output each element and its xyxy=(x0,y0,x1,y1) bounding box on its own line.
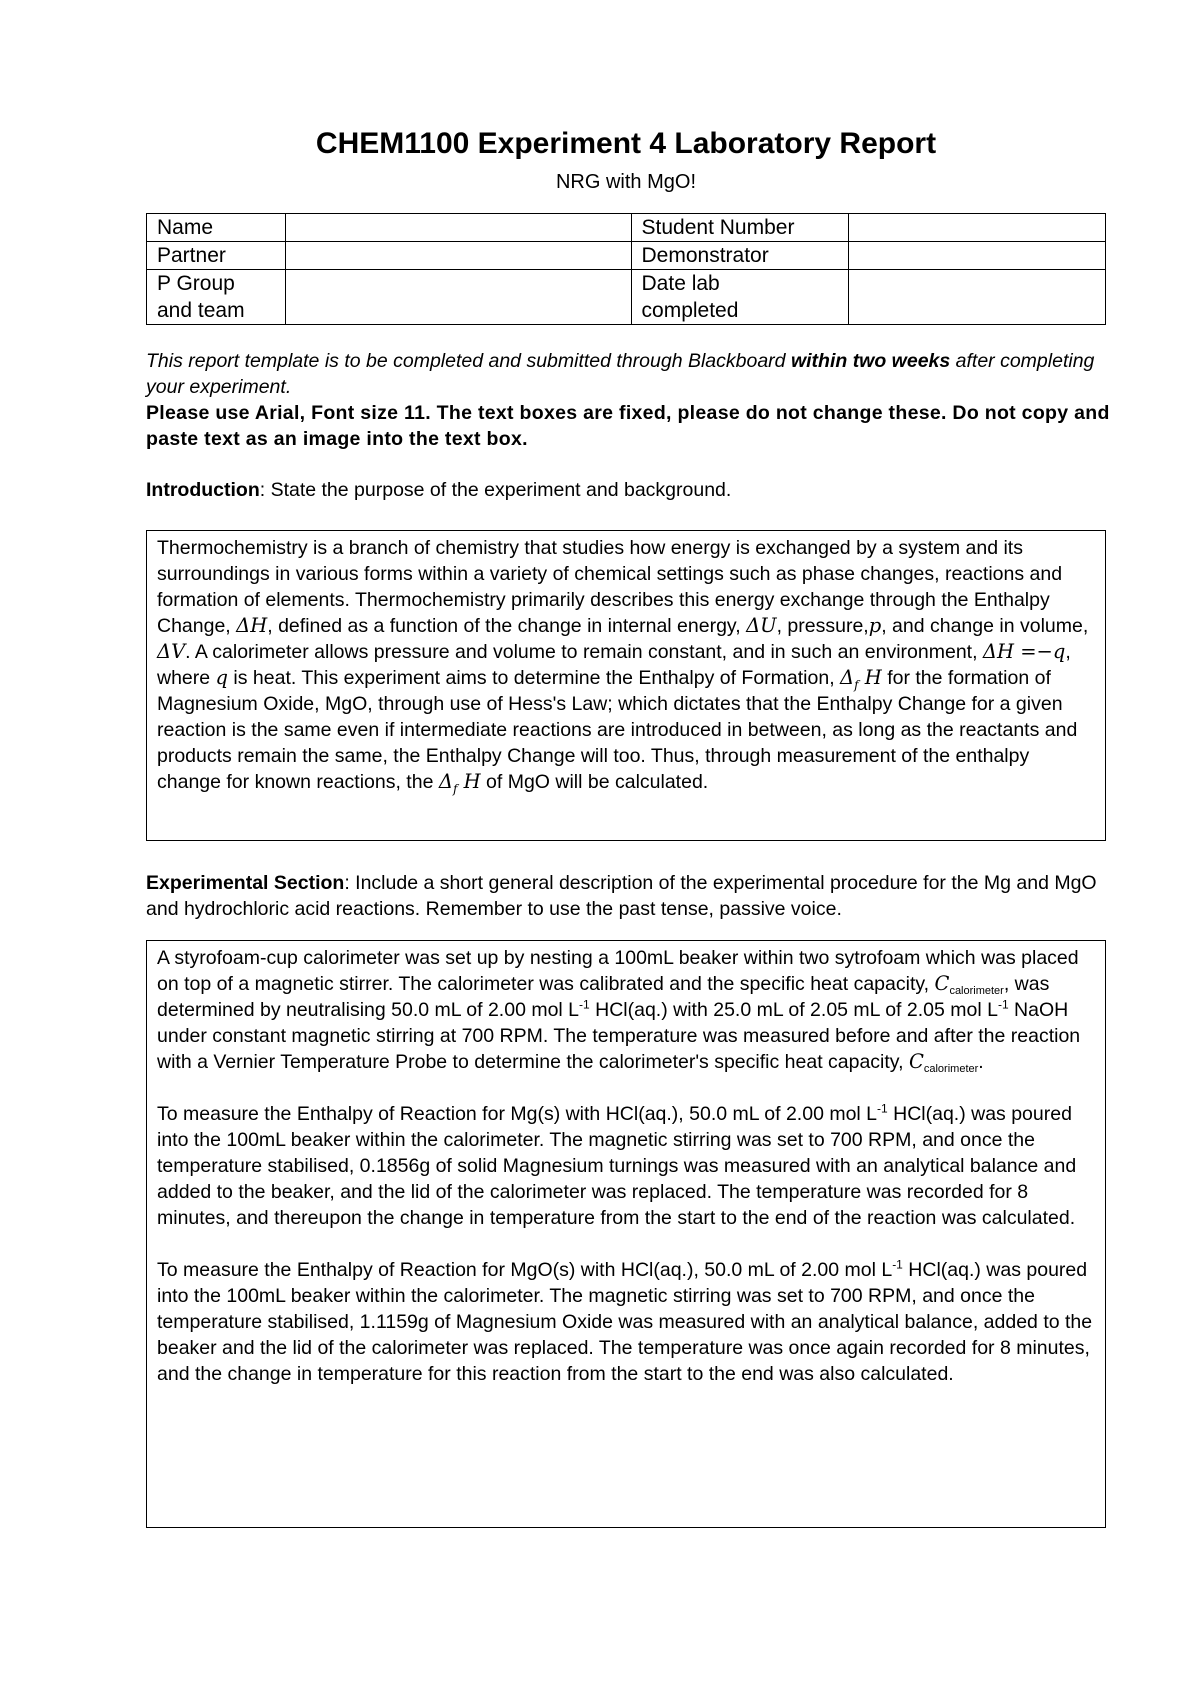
table-row xyxy=(147,214,1106,242)
name-field[interactable] xyxy=(285,214,631,242)
student-number-label: Student Number xyxy=(631,214,848,242)
table-row xyxy=(147,270,1106,325)
calibration-paragraph: A styrofoam-cup calorimeter was set up by nesting a 100mL beaker within two sytrofoam which was placed on top of a magnetic stirrer. The calorimeter was calibrated and the specific heat capacity, $C_{calorimeter}$, was determined by neutralising 50.0 mL of 2.00 mol $L^{-1}$ HCl(aq.) with 25.0 mL of 2.05 mL of 2.05 mol $L^{-1}$ NaOH under constant magnetic stirring at 700 RPM. The temperature was measured before and after the reaction with a Vernier Temperature Probe to determine the calorimeter's specific heat capacity, $C_{calorimeter}$. xyxy=(157,947,1081,1075)
demonstrator-field[interactable] xyxy=(848,242,1105,270)
formatting-instructions: Please use Arial, Font size 11. The text boxes are fixed, please do not change these. Do not copy and paste text as an image into the text box. xyxy=(146,402,1110,450)
partner-label: Partner xyxy=(147,242,286,270)
introduction-textbox[interactable] xyxy=(146,530,1106,841)
page-title: CHEM1100 Experiment 4 Laboratory Report xyxy=(315,127,937,160)
instructions-italic: This report template is to be completed and submitted through Blackboard within two weeks after completing your experiment. xyxy=(146,350,1095,398)
mgo-reaction-paragraph: To measure the Enthalpy of Reaction for MgO(s) with HCl(aq.), 50.0 mL of 2.00 mol $L^{-1}$ HCl(aq.) was poured into the 100mL beaker within the calorimeter. The magnetic stirring was set to 700 RPM, and once the temperature stabilised, 1.1159g of Magnesium Oxide was measured with an analytical balance, added to the beaker and the lid of the calorimeter was replaced. The temperature was once again recorded for 8 minutes, and the change in temperature for this reaction from the start to the end was also calculated. xyxy=(157,1257,1093,1385)
page-subtitle: NRG with MgO! xyxy=(555,171,697,193)
partner-field[interactable] xyxy=(285,242,631,270)
experimental-textbox[interactable] xyxy=(146,940,1106,1528)
introduction-text: Thermochemistry is a branch of chemistry that studies how energy is exchanged by a system and its surroundings in various forms within a variety of chemical settings such as phase changes, reactions and formation of elements. Thermochemistry primarily describes this energy exchange through the Enthalpy Change, ΔH, defined as a function of the change in internal energy, ΔU, pressure,p, and change in volume, ΔV. A calorimeter allows pressure and volume to remain constant, and in such an environment, ΔH =−q, where q is heat. This experiment aims to determine the Enthalpy of Formation, $\Delta_f$ H for the formation of Magnesium Oxide, MgO, through use of Hess's Law; which dictates that the Enthalpy Change for a given reaction is the same even if intermediate reactions are introduced in between, as long as the reactants and products remain the same, the Enthalpy Change will too. Thus, through measurement of the enthalpy change for known reactions, the $\Delta_f$ H of MgO will be calculated. xyxy=(157,537,1089,796)
p-group-field[interactable] xyxy=(285,270,631,325)
demonstrator-label: Demonstrator xyxy=(631,242,848,270)
date-completed-field[interactable] xyxy=(848,270,1105,325)
name-label: Name xyxy=(147,214,286,242)
introduction-heading: Introduction: State the purpose of the experiment and background. xyxy=(146,479,732,501)
table-row xyxy=(147,242,1106,270)
student-info-table xyxy=(146,213,1106,325)
mg-reaction-paragraph: To measure the Enthalpy of Reaction for Mg(s) with HCl(aq.), 50.0 mL of 2.00 mol $L^{-1}$ HCl(aq.) was poured into the 100mL beaker within the calorimeter. The magnetic stirring was set to 700 RPM, and once the temperature stabilised, 0.1856g of solid Magnesium turnings was measured with an analytical balance and added to the beaker, and the lid of the calorimeter was replaced. The temperature was recorded for 8 minutes, and thereupon the change in temperature from the start to the end of the reaction was calculated. xyxy=(157,1101,1077,1229)
experimental-heading: Experimental Section: Include a short general description of the experimental procedure for the Mg and MgO and hydrochloric acid reactions. Remember to use the past tense, passive voice. xyxy=(146,872,1097,920)
date-completed-label: Date lab completed xyxy=(631,270,848,325)
submission-instructions xyxy=(146,348,1111,452)
p-group-label: P Group and team xyxy=(147,270,286,325)
student-number-field[interactable] xyxy=(848,214,1105,242)
